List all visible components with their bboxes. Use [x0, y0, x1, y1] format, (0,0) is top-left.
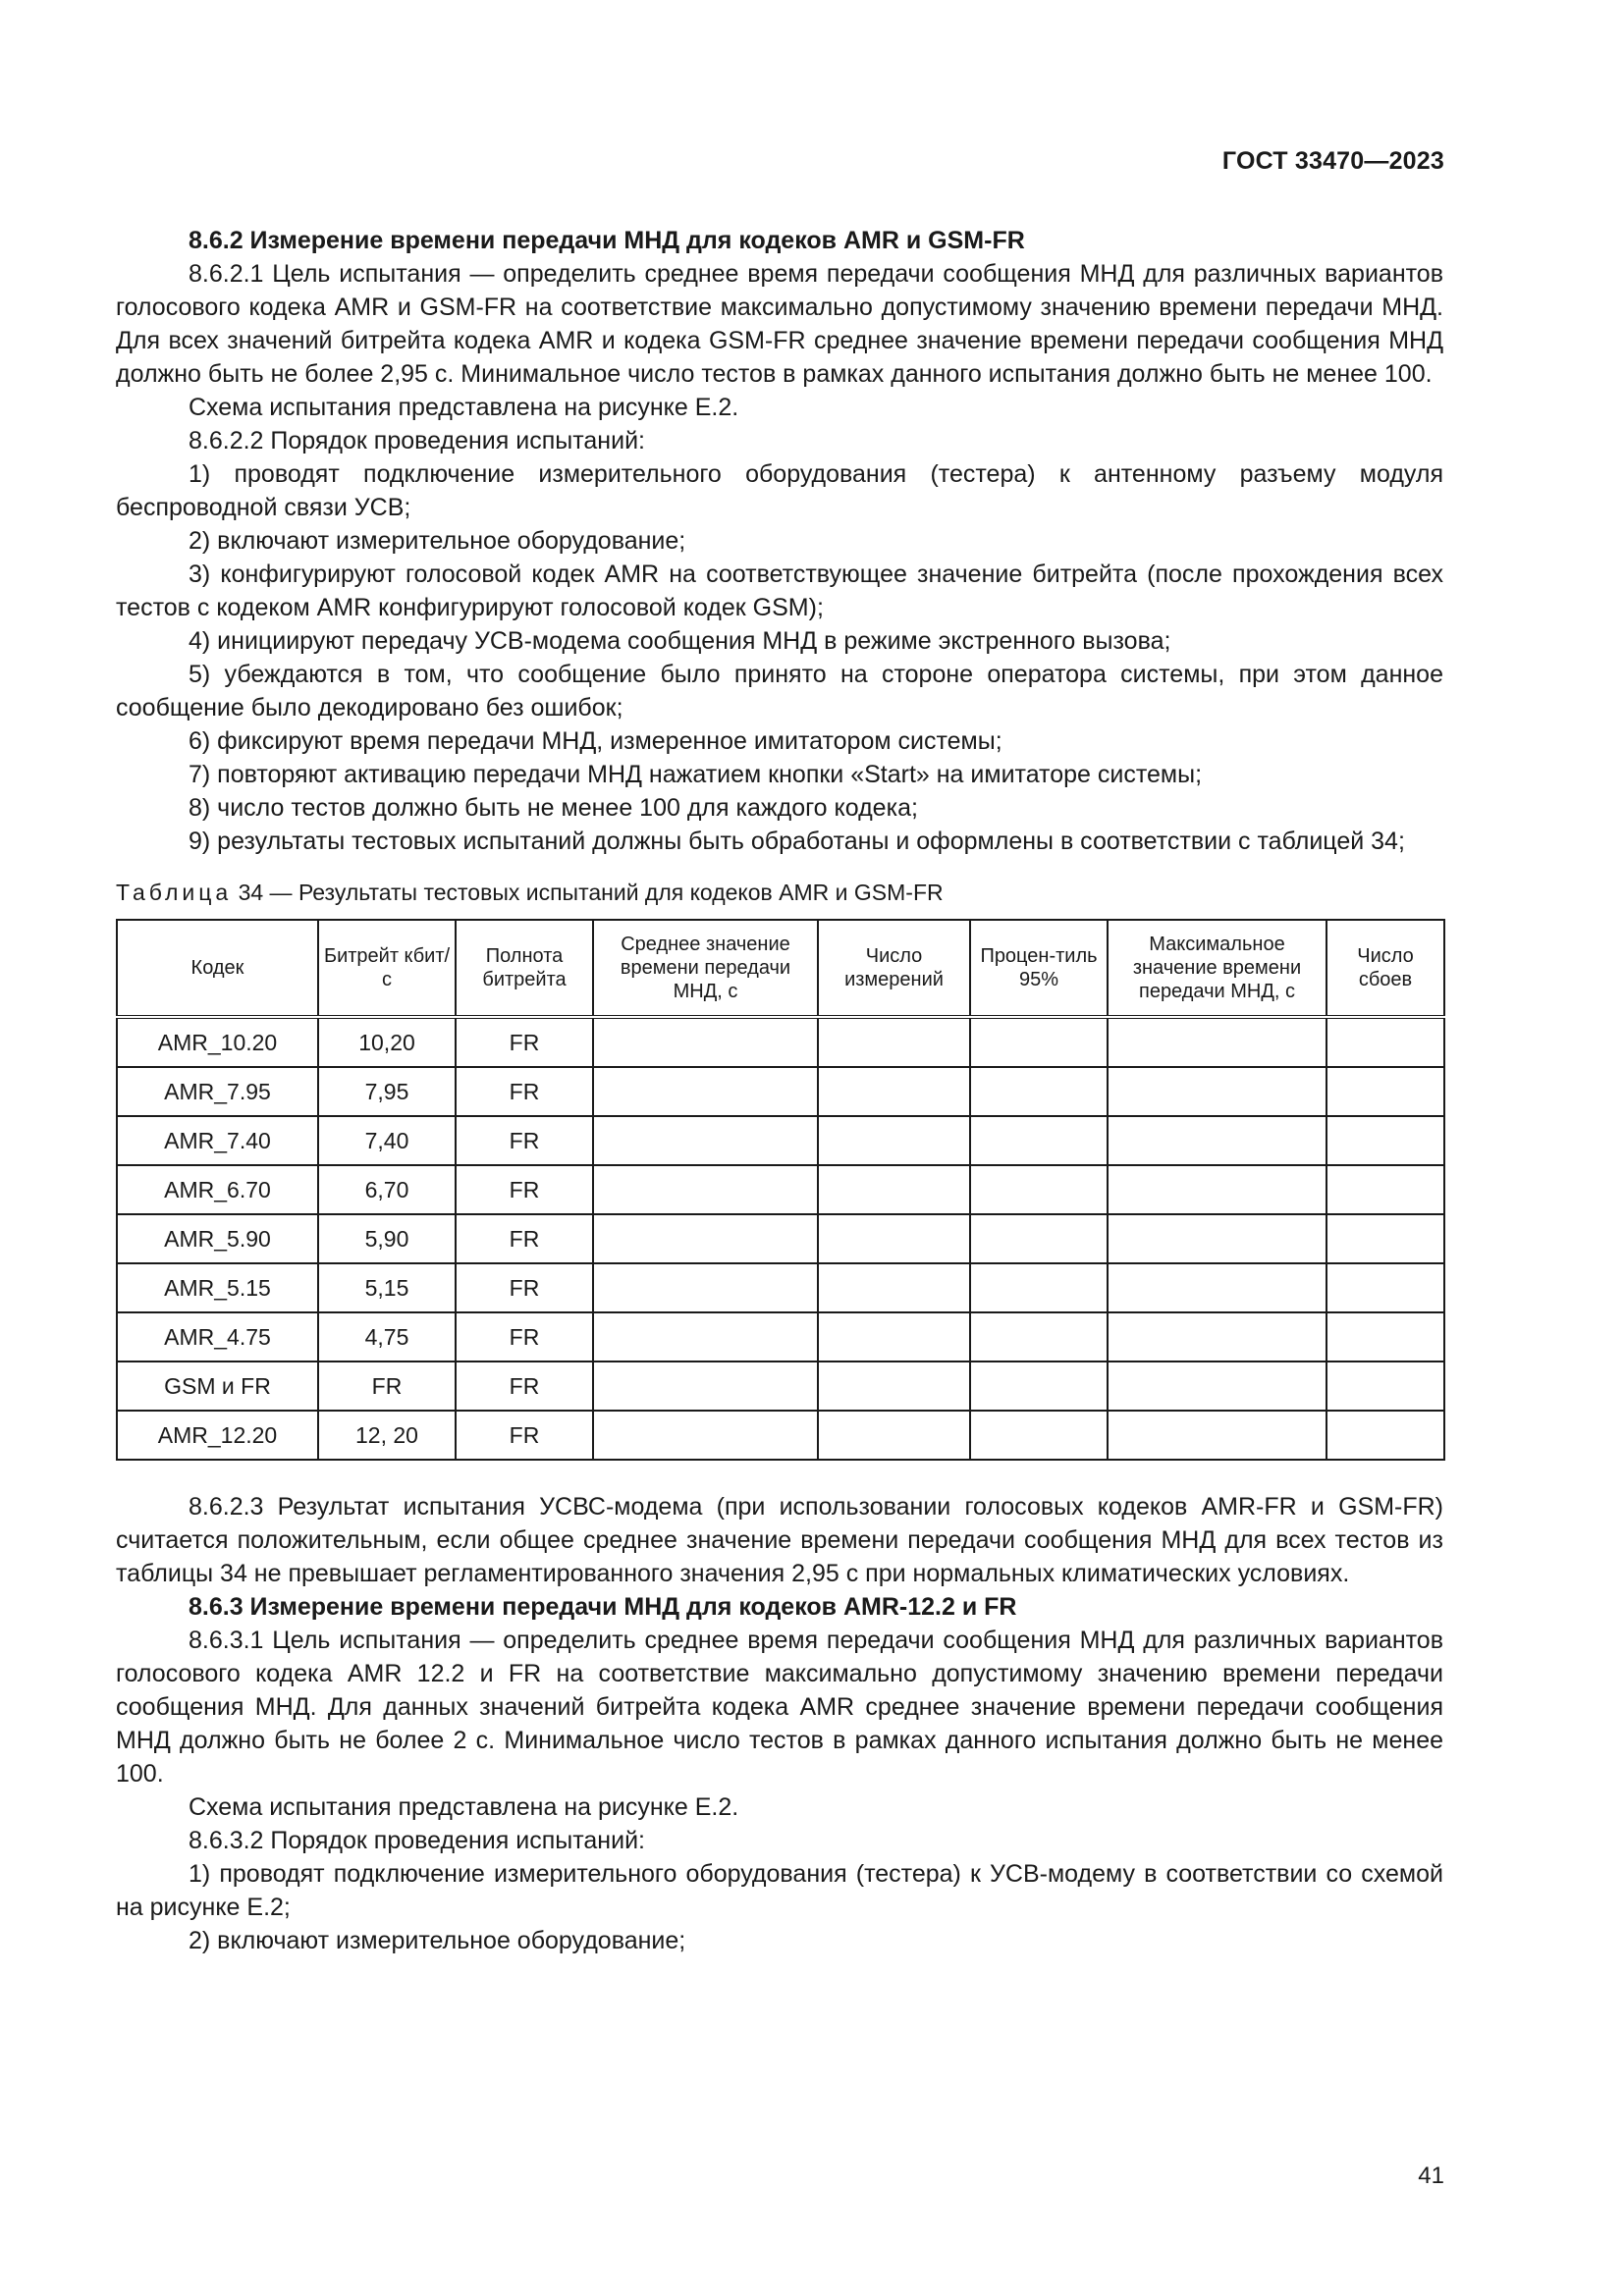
table-cell — [818, 1263, 970, 1312]
table-cell: FR — [456, 1214, 593, 1263]
paragraph: 1) проводят подключение измерительного оборудования (тестера) к антенному разъему модуля беспроводной связи УСВ; — [116, 460, 1443, 521]
bottom-paragraphs — [116, 1490, 1443, 1957]
table-cell — [1108, 1067, 1326, 1116]
table-cell — [1326, 1214, 1444, 1263]
table-cell: FR — [456, 1165, 593, 1214]
paragraph: 8.6.2.1 Цель испытания — определить среднее время передачи сообщения МНД для различных вариантов голосового кодека AMR и GSM-FR на соответствие максимально допустимому значению времени передачи МНД. Для всех значений битрейта кодека AMR и кодека GSM-FR среднее значение времени передачи сообщения МНД должно быть не более 2,95 с. Минимальное число тестов в рамках данного испытания должно быть не менее 100. — [116, 260, 1443, 388]
results-table — [116, 919, 1445, 1461]
column-header: Число сбоев — [1326, 920, 1444, 1017]
column-header: Полнота битрейта — [456, 920, 593, 1017]
document-id: ГОСТ 33470—2023 — [1221, 147, 1444, 175]
table-cell — [970, 1116, 1108, 1165]
table-cell — [818, 1214, 970, 1263]
table-cell: FR — [318, 1362, 456, 1411]
table-cell: FR — [456, 1411, 593, 1460]
table-cell: 12, 20 — [318, 1411, 456, 1460]
table-cell: FR — [456, 1067, 593, 1116]
paragraph: 8.6.3.2 Порядок проведения испытаний: — [189, 1827, 645, 1854]
table-cell: 7,40 — [318, 1116, 456, 1165]
table-cell — [1108, 1411, 1326, 1460]
table-cell — [970, 1165, 1108, 1214]
table-cell — [970, 1017, 1108, 1067]
table-cell — [818, 1411, 970, 1460]
table-row — [117, 1312, 1444, 1362]
table-cell — [593, 1017, 818, 1067]
table-cell — [1108, 1362, 1326, 1411]
paragraph: 8.6.2.2 Порядок проведения испытаний: — [189, 427, 645, 454]
table-cell: AMR_7.95 — [117, 1067, 318, 1116]
table-cell — [1108, 1312, 1326, 1362]
table-cell — [818, 1312, 970, 1362]
table-cell — [970, 1362, 1108, 1411]
table-cell: FR — [456, 1263, 593, 1312]
table-cell — [1326, 1312, 1444, 1362]
table-row — [117, 1263, 1444, 1312]
paragraph: 8.6.2.3 Результат испытания УСВС-модема (при использовании голосовых кодеков AMR-FR и GSM-FR) считается положительным, если общее среднее значение времени передачи сообщения МНД для всех тестов из таблицы 34 не превышает регламентированного значения 2,95 с при нормальных климатических условиях. — [116, 1493, 1443, 1587]
paragraph: 2) включают измерительное оборудование; — [189, 1927, 686, 1954]
page-content — [116, 224, 1443, 1957]
paragraph: 8.6.3.1 Цель испытания — определить среднее время передачи сообщения МНД для различных вариантов голосового кодека AMR 12.2 и FR на соответствие максимально допустимому значению времени передачи сообщения МНД. Для данных значений битрейта кодека AMR среднее значение времени передачи сообщения МНД должно быть не более 2 с. Минимальное число тестов в рамках данного испытания должно быть не менее 100. — [116, 1627, 1443, 1788]
table-body — [117, 1017, 1444, 1460]
table-cell — [593, 1214, 818, 1263]
table-cell: 5,90 — [318, 1214, 456, 1263]
table-cell — [970, 1312, 1108, 1362]
table-cell — [1108, 1017, 1326, 1067]
table-cell: 5,15 — [318, 1263, 456, 1312]
table-row — [117, 1017, 1444, 1067]
table-caption — [116, 878, 1443, 907]
table-row — [117, 1214, 1444, 1263]
table-cell: AMR_5.15 — [117, 1263, 318, 1312]
table-cell — [970, 1214, 1108, 1263]
table-row — [117, 1116, 1444, 1165]
paragraph: 5) убеждаются в том, что сообщение было принято на стороне оператора системы, при этом данное сообщение было декодировано без ошибок; — [116, 661, 1443, 721]
table-cell: 4,75 — [318, 1312, 456, 1362]
table-row — [117, 1165, 1444, 1214]
table-cell: AMR_12.20 — [117, 1411, 318, 1460]
section-heading: 8.6.3 Измерение времени передачи МНД для кодеков AMR-12.2 и FR — [189, 1593, 1017, 1621]
paragraph: Схема испытания представлена на рисунке Е.2. — [189, 1793, 739, 1821]
paragraph: 9) результаты тестовых испытаний должны быть обработаны и оформлены в соответствии с таблицей 34; — [189, 828, 1405, 855]
table-cell: 7,95 — [318, 1067, 456, 1116]
table-cell — [1326, 1116, 1444, 1165]
page-number: 41 — [1418, 2163, 1444, 2189]
column-header: Среднее значение времени передачи МНД, с — [593, 920, 818, 1017]
table-cell — [970, 1067, 1108, 1116]
table-cell — [1326, 1067, 1444, 1116]
table-cell: 6,70 — [318, 1165, 456, 1214]
table-cell — [970, 1411, 1108, 1460]
column-header: Максимальное значение времени передачи МНД, с — [1108, 920, 1326, 1017]
table-cell — [593, 1116, 818, 1165]
table-cell — [970, 1263, 1108, 1312]
table-cell — [1326, 1263, 1444, 1312]
paragraph: 2) включают измерительное оборудование; — [189, 527, 686, 555]
table-cell — [1326, 1411, 1444, 1460]
table-cell — [593, 1312, 818, 1362]
table-cell: FR — [456, 1017, 593, 1067]
table-cell — [1108, 1214, 1326, 1263]
table-cell: FR — [456, 1312, 593, 1362]
paragraph: Схема испытания представлена на рисунке Е.2. — [189, 394, 739, 421]
table-header — [117, 920, 1444, 1017]
paragraph: 4) инициируют передачу УСВ-модема сообщения МНД в режиме экстренного вызова; — [189, 627, 1171, 655]
paragraph: 1) проводят подключение измерительного оборудования (тестера) к УСВ-модему в соответствии со схемой на рисунке Е.2; — [116, 1860, 1443, 1921]
table-cell — [1108, 1263, 1326, 1312]
table-header-row — [117, 920, 1444, 1017]
table-cell: 10,20 — [318, 1017, 456, 1067]
table-cell: AMR_5.90 — [117, 1214, 318, 1263]
table-cell: FR — [456, 1362, 593, 1411]
table-cell — [818, 1067, 970, 1116]
table-cell: GSM и FR — [117, 1362, 318, 1411]
paragraph: 7) повторяют активацию передачи МНД нажатием кнопки «Start» на имитаторе системы; — [189, 761, 1203, 788]
table-row — [117, 1067, 1444, 1116]
table-cell: AMR_6.70 — [117, 1165, 318, 1214]
table-cell — [1326, 1017, 1444, 1067]
table-cell — [818, 1362, 970, 1411]
column-header: Битрейт кбит/с — [318, 920, 456, 1017]
table-cell — [593, 1263, 818, 1312]
table-cell — [1108, 1165, 1326, 1214]
table-cell — [818, 1165, 970, 1214]
paragraph: 6) фиксируют время передачи МНД, измеренное имитатором системы; — [189, 727, 1002, 755]
table-cell: AMR_7.40 — [117, 1116, 318, 1165]
column-header: Кодек — [117, 920, 318, 1017]
table-cell — [818, 1017, 970, 1067]
table-cell — [1326, 1165, 1444, 1214]
paragraph: 8) число тестов должно быть не менее 100 для каждого кодека; — [189, 794, 918, 822]
table-cell — [593, 1411, 818, 1460]
column-header: Число измерений — [818, 920, 970, 1017]
table-cell — [818, 1116, 970, 1165]
table-caption-text: 34 — Результаты тестовых испытаний для кодеков AMR и GSM-FR — [232, 880, 944, 905]
table-cell — [593, 1067, 818, 1116]
table-cell — [593, 1362, 818, 1411]
table-cell: AMR_10.20 — [117, 1017, 318, 1067]
section-heading: 8.6.2 Измерение времени передачи МНД для кодеков AMR и GSM-FR — [189, 227, 1025, 254]
table-caption-label: Таблица — [116, 880, 233, 905]
table-row — [117, 1362, 1444, 1411]
table-cell: AMR_4.75 — [117, 1312, 318, 1362]
top-paragraphs — [116, 224, 1443, 858]
table-cell — [593, 1165, 818, 1214]
paragraph: 3) конфигурируют голосовой кодек AMR на соответствующее значение битрейта (после прохождения всех тестов с кодеком AMR конфигурируют голосовой кодек GSM); — [116, 561, 1443, 621]
table-cell — [1108, 1116, 1326, 1165]
table-cell — [1326, 1362, 1444, 1411]
table-row — [117, 1411, 1444, 1460]
table-cell: FR — [456, 1116, 593, 1165]
column-header: Процен-тиль 95% — [970, 920, 1108, 1017]
